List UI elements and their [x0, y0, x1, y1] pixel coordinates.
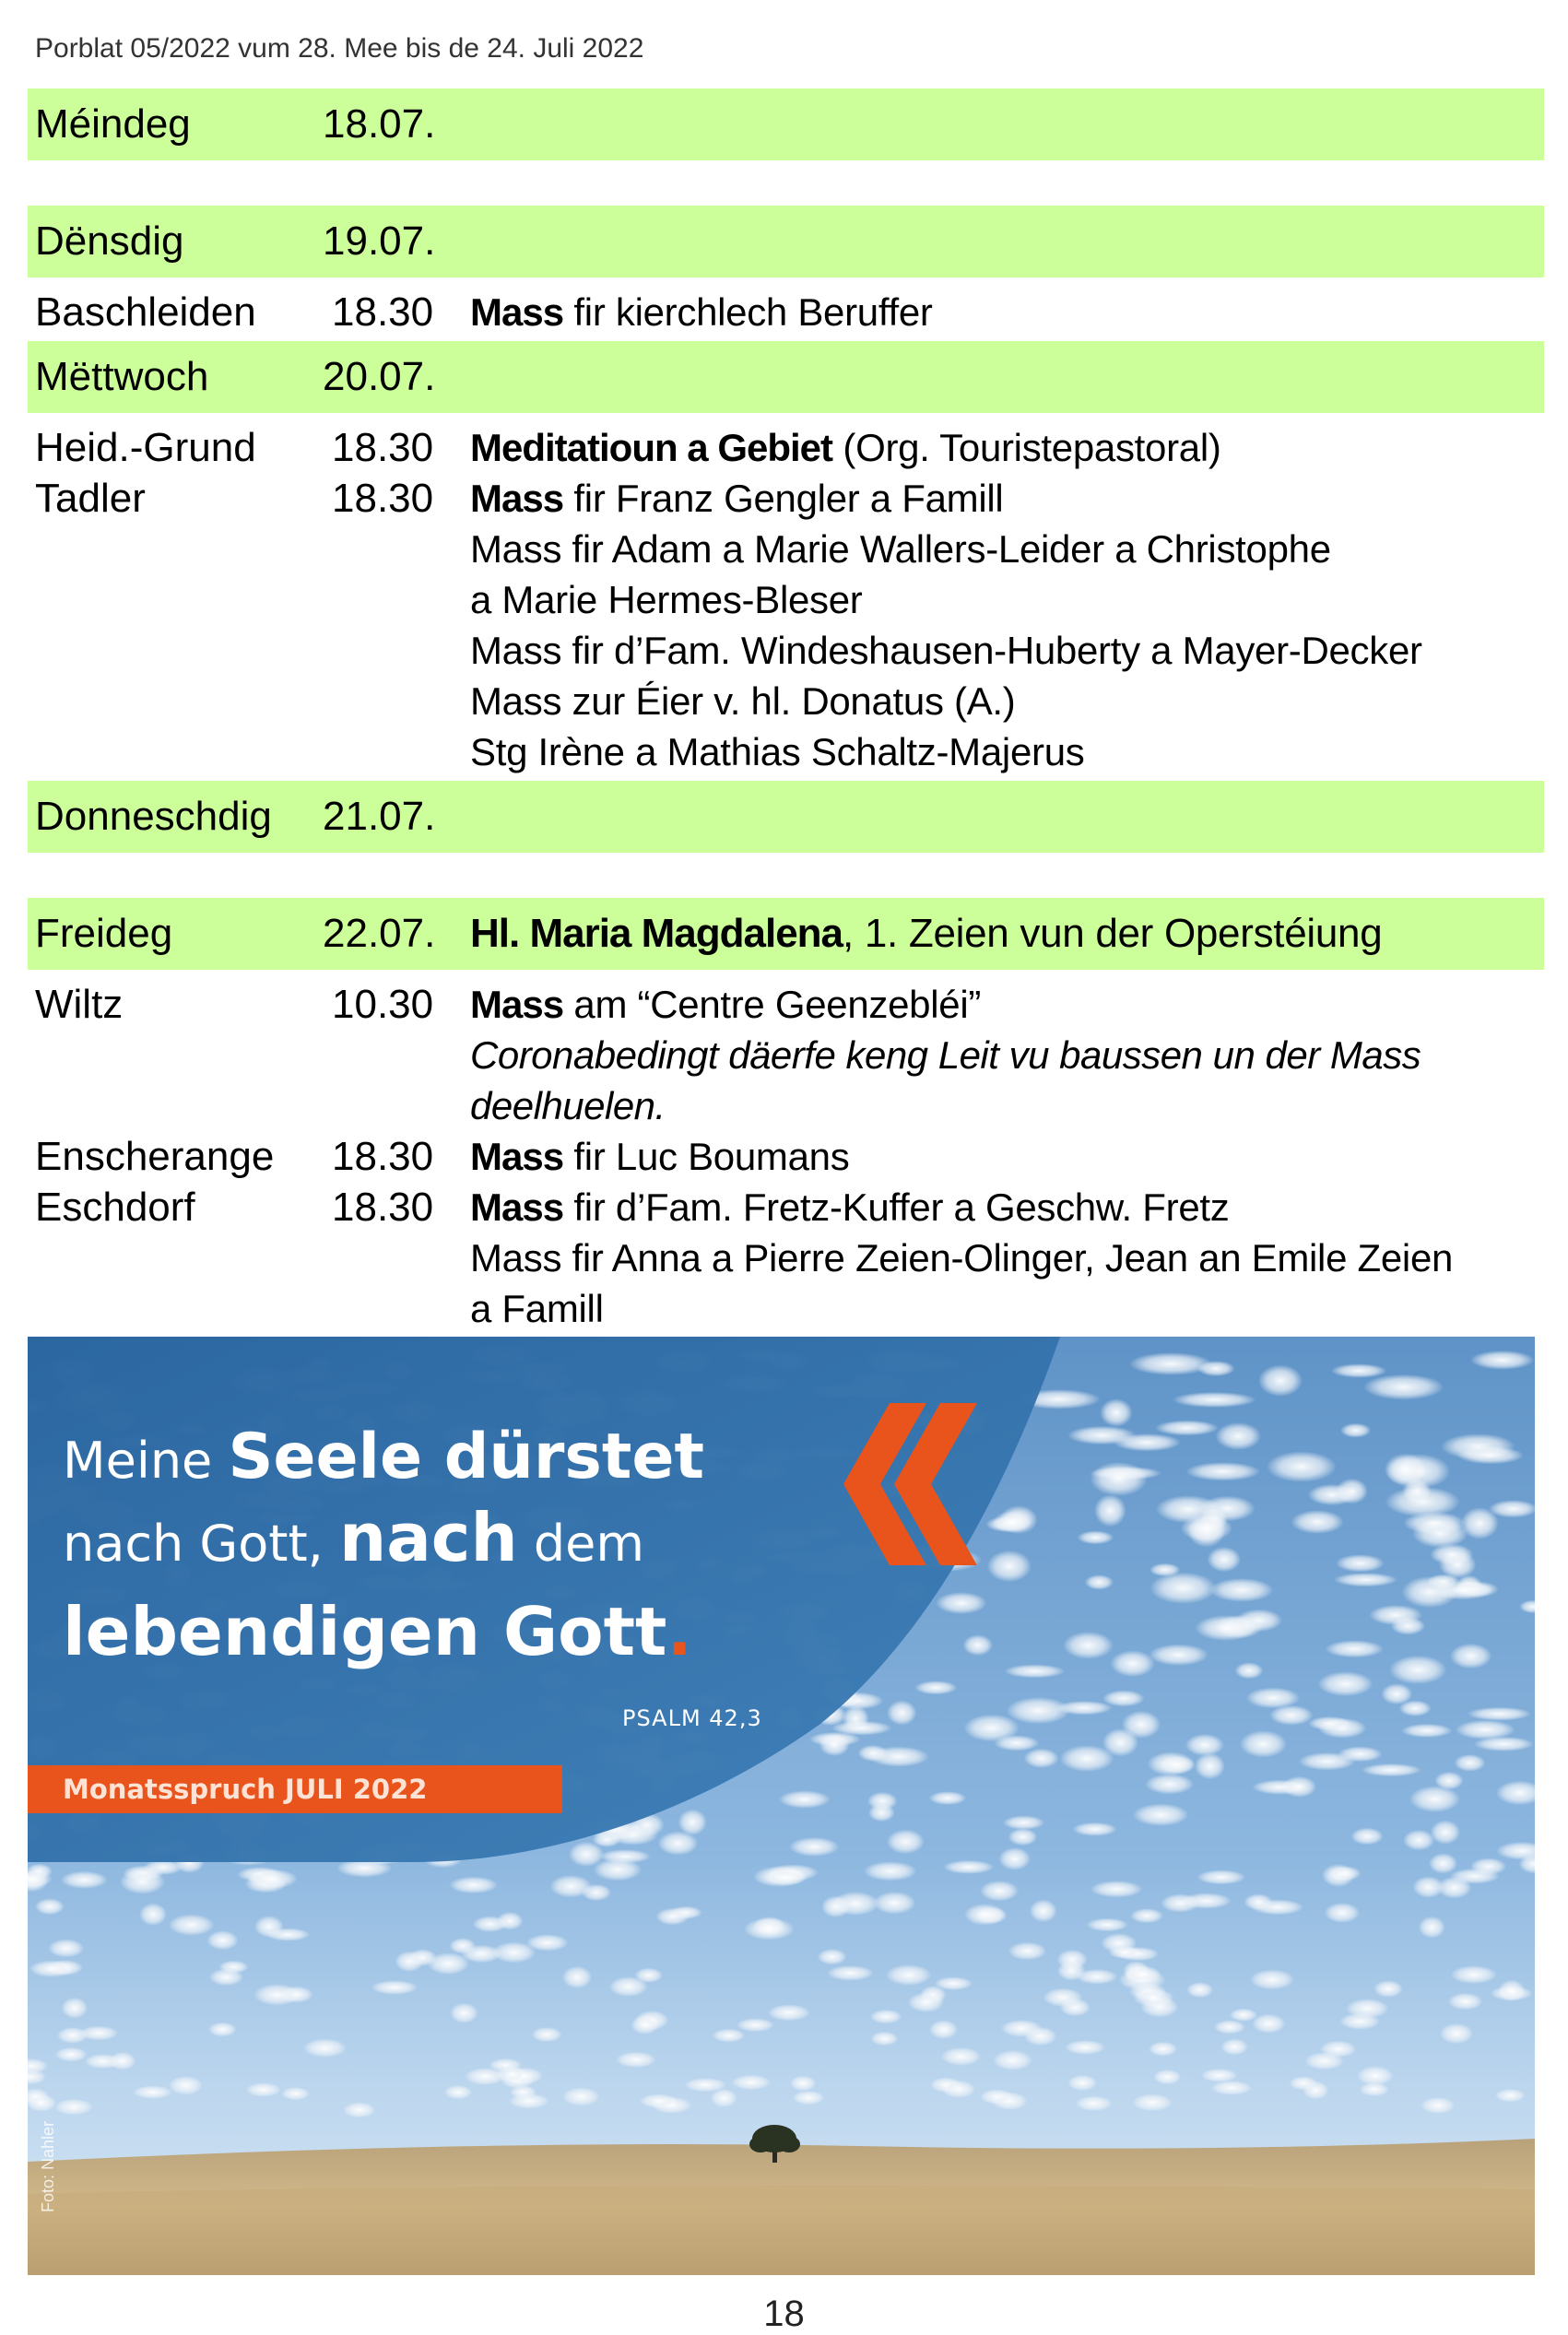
photo-credit: Foto: Nahler [39, 2120, 57, 2212]
service-time: 18.30 [332, 476, 434, 521]
service-type: Mass [470, 1135, 564, 1178]
day-name: Dënsdig [35, 218, 184, 264]
service-place: Tadler [35, 476, 146, 521]
service-time: 18.30 [332, 1185, 434, 1230]
spacer [28, 277, 1544, 287]
service-note: Coronabedingt däerfe keng Leit vu baussen un der Mass deelhuelen. [470, 1033, 1421, 1127]
liturgical-schedule [28, 88, 1544, 1334]
schedule-row [28, 574, 1544, 625]
service-type: Mass [470, 1185, 564, 1229]
feast-description: , 1. Zeien vun der Operstéiung [843, 911, 1383, 956]
schedule-row [28, 625, 1544, 676]
day-header [28, 341, 1544, 413]
monthly-verse-banner [28, 1337, 1535, 2275]
day-date: 18.07. [323, 101, 436, 147]
day-header [28, 206, 1544, 277]
day-date: 21.07. [323, 794, 436, 839]
day-date: 22.07. [323, 911, 436, 956]
service-intention: a Famill [470, 1287, 604, 1330]
service-type: Meditatioun a Gebiet [470, 426, 833, 469]
service-intention: am “Centre Geenzebléi” [563, 983, 982, 1026]
spacer [28, 413, 1544, 422]
spacer [28, 160, 1544, 206]
schedule-row [28, 1182, 1544, 1232]
service-text [470, 625, 1544, 676]
service-time: 10.30 [332, 982, 434, 1027]
page-header: Porblat 05/2022 vum 28. Mee bis de 24. Juli 2022 [35, 33, 644, 64]
service-text [470, 473, 1544, 524]
spacer [28, 970, 1544, 979]
schedule-row [28, 1283, 1544, 1334]
day-name: Freideg [35, 911, 173, 956]
service-intention: a Marie Hermes-Bleser [470, 578, 863, 621]
service-intention: Mass fir Adam a Marie Wallers-Leider a Christophe [470, 527, 1331, 571]
service-intention: fir Luc Boumans [563, 1135, 850, 1178]
service-text [470, 1283, 1544, 1334]
schedule-row [28, 1232, 1544, 1283]
service-text [470, 1232, 1544, 1283]
feast-name: Hl. Maria Magdalena [470, 911, 843, 956]
schedule-row [28, 676, 1544, 726]
monthly-label: Monatsspruch JULI 2022 [63, 1774, 428, 1805]
service-text [470, 726, 1544, 777]
day-feast [470, 898, 1382, 970]
spacer [28, 853, 1544, 898]
service-intention: Mass fir Anna a Pierre Zeien-Olinger, Jean an Emile Zeien [470, 1236, 1454, 1280]
verse-line-1: Meine Seele dürstet [63, 1421, 704, 1493]
service-type: Mass [470, 477, 564, 520]
service-intention: fir d’Fam. Fretz-Kuffer a Geschw. Fretz [563, 1185, 1230, 1229]
schedule-row [28, 287, 1544, 337]
service-intention: Stg Irène a Mathias Schaltz-Majerus [470, 730, 1085, 773]
service-text [470, 1182, 1544, 1232]
service-text [470, 287, 1544, 337]
service-time: 18.30 [332, 425, 434, 470]
service-text [470, 1030, 1544, 1131]
day-name: Donneschdig [35, 794, 272, 839]
verse-line-2: nach Gott, nach dem [63, 1499, 645, 1576]
service-type: Mass [470, 290, 564, 334]
service-time: 18.30 [332, 1134, 434, 1179]
service-place: Wiltz [35, 982, 124, 1027]
day-date: 19.07. [323, 218, 436, 264]
service-place: Enscherange [35, 1134, 275, 1179]
service-text [470, 524, 1544, 574]
service-text [470, 676, 1544, 726]
schedule-row [28, 524, 1544, 574]
service-text [470, 1131, 1544, 1182]
schedule-row [28, 979, 1544, 1030]
schedule-row [28, 1030, 1544, 1131]
service-intention: (Org. Touristepastoral) [832, 426, 1221, 469]
service-intention: Mass fir d’Fam. Windeshausen-Huberty a Mayer-Decker [470, 629, 1422, 672]
banner-artwork [28, 1337, 1535, 2275]
service-place: Eschdorf [35, 1185, 195, 1230]
day-date: 20.07. [323, 354, 436, 399]
schedule-row [28, 422, 1544, 473]
service-intention: fir Franz Gengler a Famill [563, 477, 1004, 520]
service-intention: fir kierchlech Beruffer [563, 290, 933, 334]
day-name: Mëttwoch [35, 354, 209, 399]
schedule-row [28, 473, 1544, 524]
day-header [28, 781, 1544, 853]
service-type: Mass [470, 983, 564, 1026]
page-number: 18 [763, 2294, 805, 2334]
service-text [470, 422, 1544, 473]
service-text [470, 979, 1544, 1030]
day-name: Méindeg [35, 101, 191, 147]
service-place: Heid.-Grund [35, 425, 256, 470]
day-header [28, 898, 1544, 970]
day-header [28, 88, 1544, 160]
schedule-row [28, 1131, 1544, 1182]
service-text [470, 574, 1544, 625]
service-place: Baschleiden [35, 289, 256, 335]
schedule-row [28, 726, 1544, 777]
service-time: 18.30 [332, 289, 434, 335]
service-intention: Mass zur Éier v. hl. Donatus (A.) [470, 679, 1016, 723]
psalm-reference: PSALM 42,3 [622, 1705, 762, 1731]
verse-line-3: lebendigen Gott. [63, 1593, 692, 1670]
